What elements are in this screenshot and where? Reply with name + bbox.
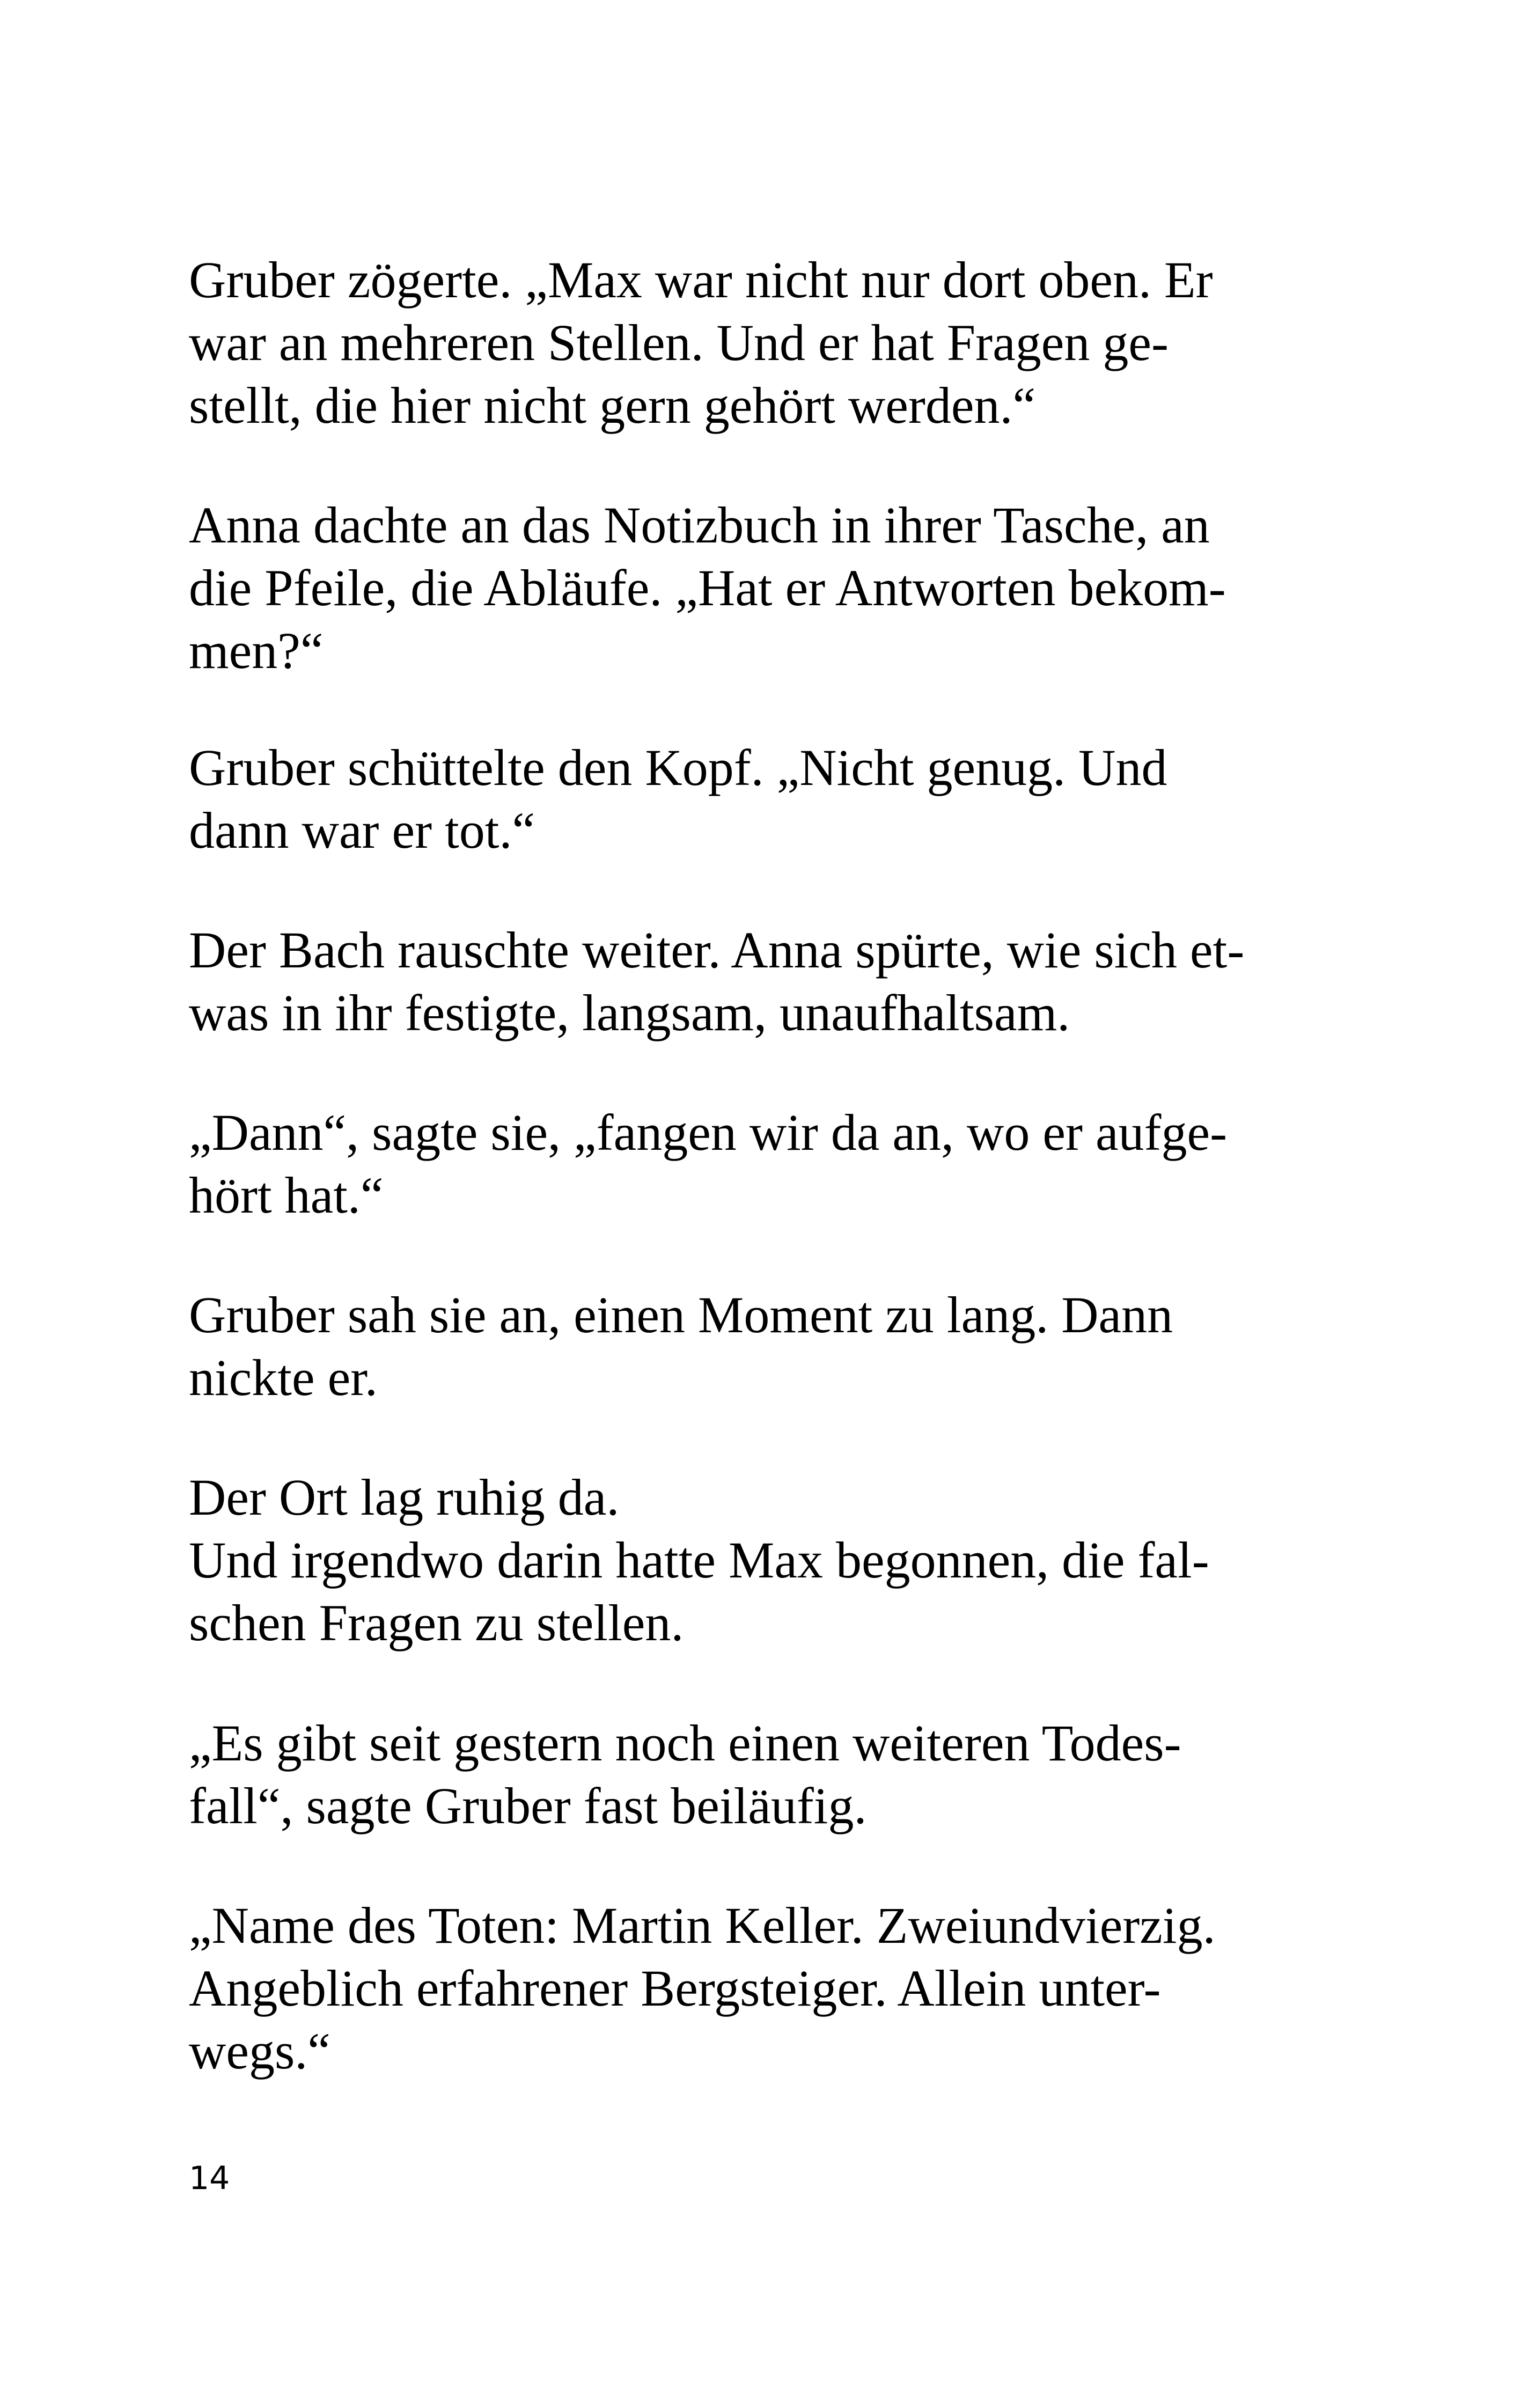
text-line: Gruber zögerte. „Max war nicht nur dort oben. Er xyxy=(189,251,1213,309)
paragraph-9 xyxy=(189,1894,1369,2082)
paragraph-2 xyxy=(189,494,1369,682)
text-line: stellt, die hier nicht gern gehört werden.“ xyxy=(189,377,1036,434)
text-line: war an mehreren Stellen. Und er hat Fragen ge- xyxy=(189,314,1169,371)
text-line: Angeblich erfahrener Bergsteiger. Allein unter- xyxy=(189,1959,1161,2017)
text-line: Der Bach rauschte weiter. Anna spürte, wie sich et- xyxy=(189,921,1245,979)
text-line: fall“, sagte Gruber fast beiläufig. xyxy=(189,1777,867,1834)
text-line: was in ihr festigte, langsam, unaufhaltsam. xyxy=(189,984,1070,1041)
text-line: Gruber sah sie an, einen Moment zu lang. Dann xyxy=(189,1286,1173,1344)
text-line: „Name des Toten: Martin Keller. Zweiundvierzig. xyxy=(189,1897,1216,1954)
paragraph-8 xyxy=(189,1712,1369,1837)
text-line: die Pfeile, die Abläufe. „Hat er Antworten bekom- xyxy=(189,559,1226,616)
text-line: hört hat.“ xyxy=(189,1166,384,1224)
text-line: Gruber schüttelte den Kopf. „Nicht genug. Und xyxy=(189,739,1167,796)
text-line: dann war er tot.“ xyxy=(189,802,535,859)
text-line: schen Fragen zu stellen. xyxy=(189,1594,684,1651)
text-line: Und irgendwo darin hatte Max begonnen, die fal- xyxy=(189,1531,1209,1589)
paragraph-1 xyxy=(189,248,1369,437)
text-line: men?“ xyxy=(189,622,324,679)
text-line: wegs.“ xyxy=(189,2022,330,2080)
text-line: Anna dachte an das Notizbuch in ihrer Tasche, an xyxy=(189,496,1210,554)
text-line: „Es gibt seit gestern noch einen weiteren Todes- xyxy=(189,1714,1181,1772)
page-number: 14 xyxy=(189,2160,230,2197)
paragraph-3 xyxy=(189,736,1369,862)
text-line: „Dann“, sagte sie, „fangen wir da an, wo er aufge- xyxy=(189,1104,1228,1161)
paragraph-6 xyxy=(189,1283,1369,1409)
text-line: Der Ort lag ruhig da. xyxy=(189,1469,620,1526)
text-line: nickte er. xyxy=(189,1349,378,1406)
paragraph-4 xyxy=(189,919,1369,1044)
paragraph-7 xyxy=(189,1466,1369,1654)
paragraph-5 xyxy=(189,1101,1369,1227)
